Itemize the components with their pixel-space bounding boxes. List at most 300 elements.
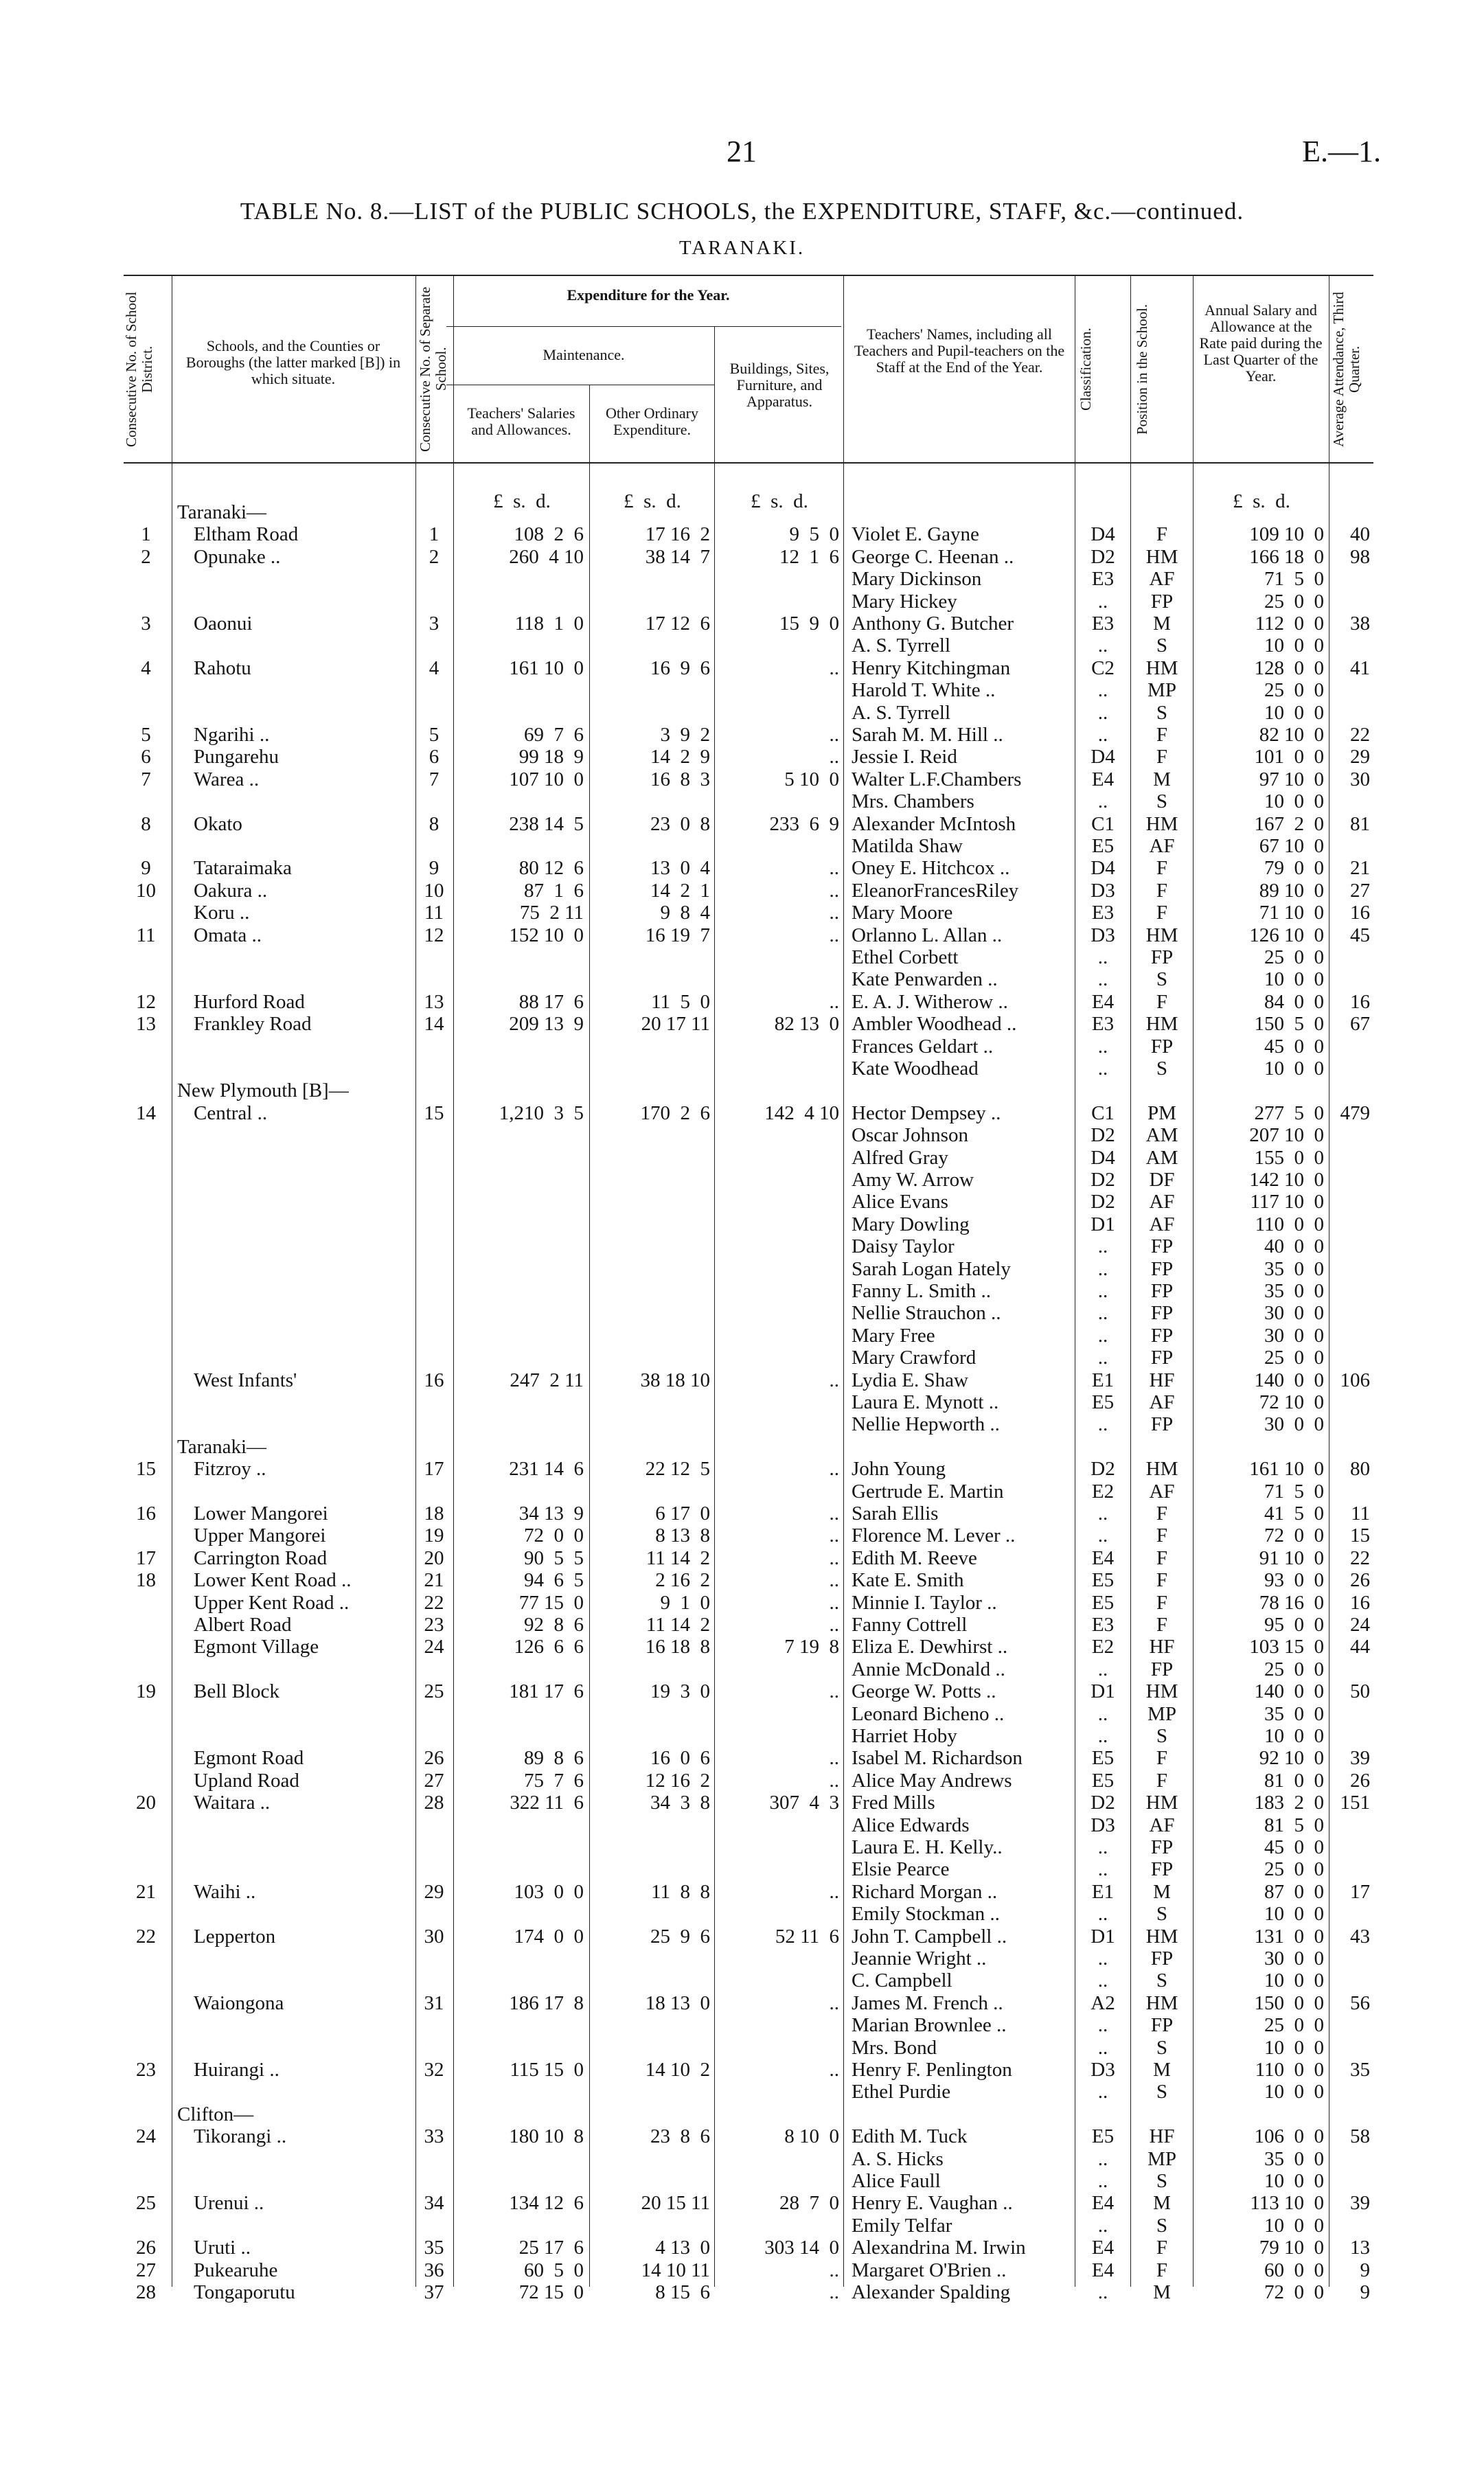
school-name: Rahotu	[194, 657, 251, 679]
other-expenditure: 17 12 6	[645, 613, 710, 635]
teacher-name: Leonard Bicheno ..	[852, 1702, 1005, 1725]
annual-salary: 45 0 0	[1264, 1836, 1324, 1858]
classification: E4	[1091, 768, 1115, 790]
annual-salary: 87 0 0	[1264, 1880, 1324, 1903]
buildings: ..	[829, 1369, 839, 1391]
position: F	[1156, 2259, 1168, 2281]
annual-salary: 10 0 0	[1264, 701, 1324, 724]
position: F	[1156, 724, 1168, 746]
school-no: 1	[429, 523, 440, 546]
position: HM	[1145, 545, 1178, 568]
district-no: 8	[141, 812, 151, 835]
buildings: 28 7 0	[779, 2192, 839, 2215]
school-name: Upper Mangorei	[194, 1525, 326, 1547]
header-expenditure: Expenditure for the Year.	[567, 286, 730, 304]
school-name: Opunake ..	[194, 545, 281, 568]
other-expenditure: 11 14 2	[646, 1614, 710, 1636]
classification: ..	[1097, 635, 1108, 657]
teacher-name: James M. French ..	[852, 1991, 1003, 2014]
salaries: 118 1 0	[514, 613, 584, 635]
school-name: Hurford Road	[194, 990, 305, 1013]
school-no: 17	[424, 1458, 444, 1481]
header-bottom-rule	[124, 462, 1373, 464]
district-no: 27	[136, 2259, 156, 2281]
school-name: Eltham Road	[194, 523, 299, 546]
attendance: 56	[1350, 1991, 1370, 2014]
classification: C2	[1091, 657, 1115, 679]
salaries: 77 15 0	[518, 1591, 584, 1614]
classification: E3	[1091, 1614, 1115, 1636]
classification: ..	[1097, 2147, 1108, 2170]
other-expenditure: 20 15 11	[641, 2192, 710, 2215]
buildings: ..	[829, 1614, 839, 1636]
teacher-name: Fanny L. Smith ..	[852, 1280, 992, 1302]
school-no: 12	[424, 924, 444, 946]
classification: E5	[1091, 1391, 1115, 1413]
teacher-name: Mary Free	[852, 1324, 935, 1347]
classification: A2	[1091, 1991, 1115, 2014]
buildings: ..	[829, 902, 839, 924]
other-expenditure: 16 9 6	[650, 657, 710, 679]
school-no: 6	[429, 746, 440, 768]
position: MP	[1148, 1702, 1176, 1725]
teacher-name: Emily Telfar	[852, 2214, 952, 2237]
buildings: ..	[829, 1458, 839, 1481]
table-title: TABLE No. 8.—LIST of the PUBLIC SCHOOLS, the EXPENDITURE, STAFF, &c.—continued.	[240, 198, 1244, 225]
teacher-name: Gertrude E. Martin	[852, 1480, 1004, 1503]
teacher-name: Mrs. Chambers	[852, 790, 974, 813]
attendance: 9	[1360, 2259, 1370, 2281]
expenditure-sub-rule	[446, 326, 841, 327]
annual-salary: 25 0 0	[1264, 1658, 1324, 1680]
annual-salary: 10 0 0	[1264, 2214, 1324, 2237]
district-no: 9	[141, 857, 151, 880]
salaries: 181 17 6	[509, 1680, 584, 1703]
attendance: 98	[1350, 545, 1370, 568]
annual-salary: 140 0 0	[1254, 1369, 1324, 1391]
teacher-name: Kate Penwarden ..	[852, 968, 998, 991]
school-name: Frankley Road	[194, 1013, 312, 1036]
classification: ..	[1097, 1658, 1108, 1680]
other-expenditure: 13 0 4	[650, 857, 710, 880]
annual-salary: 30 0 0	[1264, 1948, 1324, 1970]
teacher-name: A. S. Tyrrell	[852, 701, 951, 724]
classification: E4	[1091, 2192, 1115, 2215]
position: HF	[1149, 1369, 1175, 1391]
attendance: 22	[1350, 724, 1370, 746]
classification: E5	[1091, 1569, 1115, 1592]
header-position: Position in the School.	[1134, 304, 1150, 435]
buildings: 15 9 0	[779, 613, 839, 635]
salaries: 247 2 11	[510, 1369, 584, 1391]
position: FP	[1150, 1858, 1174, 1881]
attendance: 15	[1350, 1525, 1370, 1547]
annual-salary: 72 0 0	[1264, 2281, 1324, 2303]
teacher-name: Mrs. Bond	[852, 2036, 937, 2059]
teacher-name: Fanny Cottrell	[852, 1614, 968, 1636]
teacher-name: Alice Evans	[852, 1191, 948, 1213]
annual-salary: 25 0 0	[1264, 590, 1324, 613]
position: F	[1156, 1747, 1168, 1770]
position: FP	[1150, 590, 1174, 613]
position: DF	[1149, 1169, 1175, 1191]
teacher-name: Mary Crawford	[852, 1347, 977, 1369]
attendance: 35	[1350, 2059, 1370, 2081]
attendance: 11	[1351, 1503, 1370, 1525]
attendance: 30	[1350, 768, 1370, 790]
classification: ..	[1097, 1503, 1108, 1525]
teacher-name: E. A. J. Witherow ..	[852, 990, 1008, 1013]
teacher-name: Harold T. White ..	[852, 679, 996, 702]
district-no: 26	[136, 2237, 156, 2259]
teacher-name: Nellie Hepworth ..	[852, 1413, 1000, 1436]
header-teachers: Teachers' Names, including all Teachers and Pupil-teachers on the Staff at the End of the Year.	[854, 326, 1065, 376]
classification: ..	[1097, 1280, 1108, 1302]
attendance: 106	[1340, 1369, 1370, 1391]
classification: ..	[1097, 2014, 1108, 2037]
classification: ..	[1097, 2214, 1108, 2237]
other-expenditure: 34 3 8	[650, 1792, 710, 1814]
classification: E3	[1091, 568, 1115, 591]
classification: E4	[1091, 1546, 1115, 1569]
other-expenditure: 11 5 0	[651, 990, 710, 1013]
classification: ..	[1097, 1257, 1108, 1280]
position: S	[1156, 1903, 1168, 1926]
annual-salary: 277 5 0	[1254, 1101, 1324, 1124]
annual-salary: 207 10 0	[1249, 1124, 1324, 1147]
school-no: 25	[424, 1680, 444, 1703]
classification: ..	[1097, 946, 1108, 968]
salaries: 89 8 6	[524, 1747, 584, 1770]
teacher-name: Richard Morgan ..	[852, 1880, 998, 1903]
teacher-name: Marian Brownlee ..	[852, 2014, 1007, 2037]
buildings: ..	[829, 1569, 839, 1592]
attendance: 29	[1350, 746, 1370, 768]
annual-salary: 128 0 0	[1254, 657, 1324, 679]
teacher-name: Anthony G. Butcher	[852, 613, 1014, 635]
position: S	[1156, 1970, 1168, 1992]
position: AF	[1149, 835, 1175, 857]
position: PM	[1148, 1101, 1176, 1124]
annual-salary: 10 0 0	[1264, 1058, 1324, 1080]
school-no: 32	[424, 2059, 444, 2081]
district-no: 4	[141, 657, 151, 679]
teacher-name: Jeannie Wright ..	[852, 1948, 987, 1970]
teacher-name: Laura E. H. Kelly..	[852, 1836, 1003, 1858]
district-no: 13	[136, 1013, 156, 1036]
annual-salary: 79 0 0	[1264, 857, 1324, 880]
district-no: 28	[136, 2281, 156, 2303]
annual-salary: 150 5 0	[1254, 1013, 1324, 1036]
position: F	[1156, 1569, 1168, 1592]
annual-salary: 25 0 0	[1264, 2014, 1324, 2037]
district-no: 20	[136, 1792, 156, 1814]
classification: ..	[1097, 790, 1108, 813]
attendance: 45	[1350, 924, 1370, 946]
school-no: 34	[424, 2192, 444, 2215]
classification: ..	[1097, 1725, 1108, 1747]
annual-salary: 167 2 0	[1254, 812, 1324, 835]
attendance: 81	[1350, 812, 1370, 835]
position: HM	[1145, 1792, 1178, 1814]
annual-salary: 71 5 0	[1264, 1480, 1324, 1503]
salaries: 103 0 0	[514, 1880, 584, 1903]
school-name: Waiongona	[194, 1991, 284, 2014]
school-name: Ngarihi ..	[194, 724, 270, 746]
annual-salary: 84 0 0	[1264, 990, 1324, 1013]
district-no: 18	[136, 1569, 156, 1592]
unit-buildings: £ s. d.	[751, 490, 808, 512]
position: FP	[1150, 1413, 1174, 1436]
classification: D2	[1091, 545, 1115, 568]
classification: ..	[1097, 1235, 1108, 1258]
col-rule-6	[843, 275, 844, 2287]
classification: D4	[1091, 1146, 1115, 1169]
classification: D1	[1091, 1680, 1115, 1703]
annual-salary: 72 0 0	[1264, 1525, 1324, 1547]
school-name: Tongaporutu	[194, 2281, 295, 2303]
salaries: 134 12 6	[509, 2192, 584, 2215]
buildings: 307 4 3	[769, 1792, 839, 1814]
position: S	[1156, 701, 1168, 724]
school-no: 26	[424, 1747, 444, 1770]
classification: D1	[1091, 1213, 1115, 1235]
attendance: 39	[1350, 1747, 1370, 1770]
school-name: Pukearuhe	[194, 2259, 278, 2281]
annual-salary: 112 0 0	[1255, 613, 1324, 635]
teacher-name: Minnie I. Taylor ..	[852, 1591, 997, 1614]
attendance: 38	[1350, 613, 1370, 635]
position: M	[1153, 768, 1171, 790]
header-school-name: Schools, and the Counties or Boroughs (the latter marked [B]) in which situate.	[185, 337, 401, 387]
position: F	[1156, 746, 1168, 768]
position: AM	[1145, 1146, 1178, 1169]
annual-salary: 117 10 0	[1250, 1191, 1324, 1213]
school-no: 30	[424, 1925, 444, 1948]
position: AM	[1145, 1124, 1178, 1147]
region-heading: TARANAKI.	[678, 237, 806, 259]
position: S	[1156, 1725, 1168, 1747]
annual-salary: 126 10 0	[1249, 924, 1324, 946]
teacher-name: Edith M. Tuck	[852, 2125, 968, 2148]
buildings: ..	[829, 879, 839, 902]
unit-annual: £ s. d.	[1233, 490, 1290, 512]
annual-salary: 79 10 0	[1259, 2237, 1324, 2259]
salaries: 174 0 0	[514, 1925, 584, 1948]
classification: E4	[1091, 990, 1115, 1013]
annual-salary: 166 18 0	[1249, 545, 1324, 568]
teacher-name: EleanorFrancesRiley	[852, 879, 1019, 902]
district-no: 11	[136, 924, 156, 946]
teacher-name: Violet E. Gayne	[852, 523, 979, 546]
salaries: 94 6 5	[524, 1569, 584, 1592]
buildings: 82 13 0	[774, 1013, 839, 1036]
other-expenditure: 9 8 4	[660, 902, 710, 924]
teacher-name: Matilda Shaw	[852, 835, 963, 857]
buildings: ..	[829, 924, 839, 946]
annual-salary: 25 0 0	[1264, 679, 1324, 702]
buildings: 52 11 6	[775, 1925, 839, 1948]
annual-salary: 35 0 0	[1264, 1257, 1324, 1280]
attendance: 151	[1340, 1792, 1370, 1814]
other-expenditure: 14 2 1	[650, 879, 710, 902]
annual-salary: 82 10 0	[1259, 724, 1324, 746]
buildings: 12 1 6	[779, 545, 839, 568]
school-name: Oakura ..	[194, 879, 268, 902]
salaries: 92 8 6	[524, 1614, 584, 1636]
annual-salary: 101 0 0	[1254, 746, 1324, 768]
attendance: 26	[1350, 1769, 1370, 1792]
classification: E5	[1091, 1747, 1115, 1770]
teacher-name: Sarah Ellis	[852, 1503, 939, 1525]
classification: E5	[1091, 1591, 1115, 1614]
annual-salary: 35 0 0	[1264, 1280, 1324, 1302]
school-name: Huirangi ..	[194, 2059, 279, 2081]
school-name: Oaonui	[194, 613, 253, 635]
teacher-name: Fred Mills	[852, 1792, 935, 1814]
classification: ..	[1097, 701, 1108, 724]
attendance: 27	[1350, 879, 1370, 902]
school-no: 28	[424, 1792, 444, 1814]
classification: ..	[1097, 1058, 1108, 1080]
position: F	[1156, 1591, 1168, 1614]
position: FP	[1150, 1035, 1174, 1058]
teacher-name: Sarah M. M. Hill ..	[852, 724, 1003, 746]
buildings: 233 6 9	[769, 812, 839, 835]
school-name: Egmont Road	[194, 1747, 304, 1770]
classification: ..	[1097, 1302, 1108, 1325]
teacher-name: Sarah Logan Hately	[852, 1257, 1011, 1280]
classification: ..	[1097, 1970, 1108, 1992]
annual-salary: 35 0 0	[1264, 2147, 1324, 2170]
district-no: 24	[136, 2125, 156, 2148]
annual-salary: 93 0 0	[1264, 1569, 1324, 1592]
annual-salary: 30 0 0	[1264, 1413, 1324, 1436]
position: M	[1153, 1880, 1171, 1903]
school-no: 2	[429, 545, 440, 568]
teacher-name: Annie McDonald ..	[852, 1658, 1005, 1680]
school-name: Koru ..	[194, 902, 250, 924]
buildings: ..	[829, 1546, 839, 1569]
school-no: 19	[424, 1525, 444, 1547]
position: S	[1156, 1058, 1168, 1080]
other-expenditure: 14 10 2	[645, 2059, 710, 2081]
classification: E3	[1091, 902, 1115, 924]
buildings: ..	[829, 2259, 839, 2281]
teacher-name: Mary Moore	[852, 902, 953, 924]
group-heading: Taranaki—	[177, 501, 267, 523]
classification: D3	[1091, 924, 1115, 946]
district-no: 2	[141, 545, 151, 568]
school-no: 35	[424, 2237, 444, 2259]
position: HM	[1145, 924, 1178, 946]
annual-salary: 142 10 0	[1249, 1169, 1324, 1191]
classification: E5	[1091, 835, 1115, 857]
classification: ..	[1097, 1525, 1108, 1547]
annual-salary: 60 0 0	[1264, 2259, 1324, 2281]
header-other-expenditure: Other Ordinary Expenditure.	[605, 404, 698, 438]
position: AF	[1149, 1391, 1175, 1413]
teacher-name: A. S. Tyrrell	[852, 635, 951, 657]
teacher-name: C. Campbell	[852, 1970, 952, 1992]
buildings: ..	[829, 1991, 839, 2014]
teacher-name: Emily Stockman ..	[852, 1903, 1000, 1926]
annual-salary: 67 10 0	[1259, 835, 1324, 857]
salaries: 152 10 0	[509, 924, 584, 946]
page-number: 21	[727, 135, 757, 168]
classification: D3	[1091, 879, 1115, 902]
teacher-name: Eliza E. Dewhirst ..	[852, 1636, 1008, 1658]
annual-salary: 10 0 0	[1264, 1725, 1324, 1747]
position: F	[1156, 857, 1168, 880]
teacher-name: Mary Dickinson	[852, 568, 982, 591]
other-expenditure: 9 1 0	[660, 1591, 710, 1614]
attendance: 24	[1350, 1614, 1370, 1636]
teacher-name: Nellie Strauchon ..	[852, 1302, 1001, 1325]
annual-salary: 150 0 0	[1254, 1991, 1324, 2014]
annual-salary: 103 15 0	[1249, 1636, 1324, 1658]
school-name: Waitara ..	[194, 1792, 271, 1814]
annual-salary: 78 16 0	[1259, 1591, 1324, 1614]
teacher-name: George W. Potts ..	[852, 1680, 996, 1703]
buildings: 5 10 0	[784, 768, 839, 790]
school-no: 7	[429, 768, 440, 790]
teacher-name: Orlanno L. Allan ..	[852, 924, 1003, 946]
annual-salary: 113 10 0	[1250, 2192, 1324, 2215]
position: AF	[1149, 568, 1175, 591]
buildings: ..	[829, 1747, 839, 1770]
other-expenditure: 16 19 7	[645, 924, 710, 946]
attendance: 67	[1350, 1013, 1370, 1036]
teacher-name: Harriet Hoby	[852, 1725, 957, 1747]
buildings: ..	[829, 746, 839, 768]
buildings: ..	[829, 657, 839, 679]
teacher-name: Henry E. Vaughan ..	[852, 2192, 1013, 2215]
salaries: 107 10 0	[509, 768, 584, 790]
classification: ..	[1097, 1858, 1108, 1881]
annual-salary: 10 0 0	[1264, 1903, 1324, 1926]
classification: D3	[1091, 2059, 1115, 2081]
position: HM	[1145, 1013, 1178, 1036]
school-no: 4	[429, 657, 440, 679]
classification: E2	[1091, 1480, 1115, 1503]
other-expenditure: 20 17 11	[641, 1013, 710, 1036]
classification: D4	[1091, 523, 1115, 546]
buildings: ..	[829, 857, 839, 880]
group-heading: Taranaki—	[177, 1435, 267, 1458]
attendance: 479	[1340, 1101, 1370, 1124]
group-heading: New Plymouth [B]—	[177, 1080, 349, 1102]
annual-salary: 71 10 0	[1259, 902, 1324, 924]
teacher-name: Ambler Woodhead ..	[852, 1013, 1017, 1036]
other-expenditure: 23 0 8	[650, 812, 710, 835]
classification: ..	[1097, 2036, 1108, 2059]
position: FP	[1150, 1658, 1174, 1680]
annual-salary: 91 10 0	[1259, 1546, 1324, 1569]
school-no: 9	[429, 857, 440, 880]
school-no: 31	[424, 1991, 444, 2014]
position: F	[1156, 879, 1168, 902]
district-no: 1	[141, 523, 151, 546]
annual-salary: 41 5 0	[1264, 1503, 1324, 1525]
district-no: 7	[141, 768, 151, 790]
annual-salary: 110 0 0	[1255, 1213, 1324, 1235]
classification: ..	[1097, 1836, 1108, 1858]
annual-salary: 10 0 0	[1264, 968, 1324, 991]
position: AF	[1149, 1480, 1175, 1503]
school-name: Carrington Road	[194, 1546, 328, 1569]
salaries: 186 17 8	[509, 1991, 584, 2014]
